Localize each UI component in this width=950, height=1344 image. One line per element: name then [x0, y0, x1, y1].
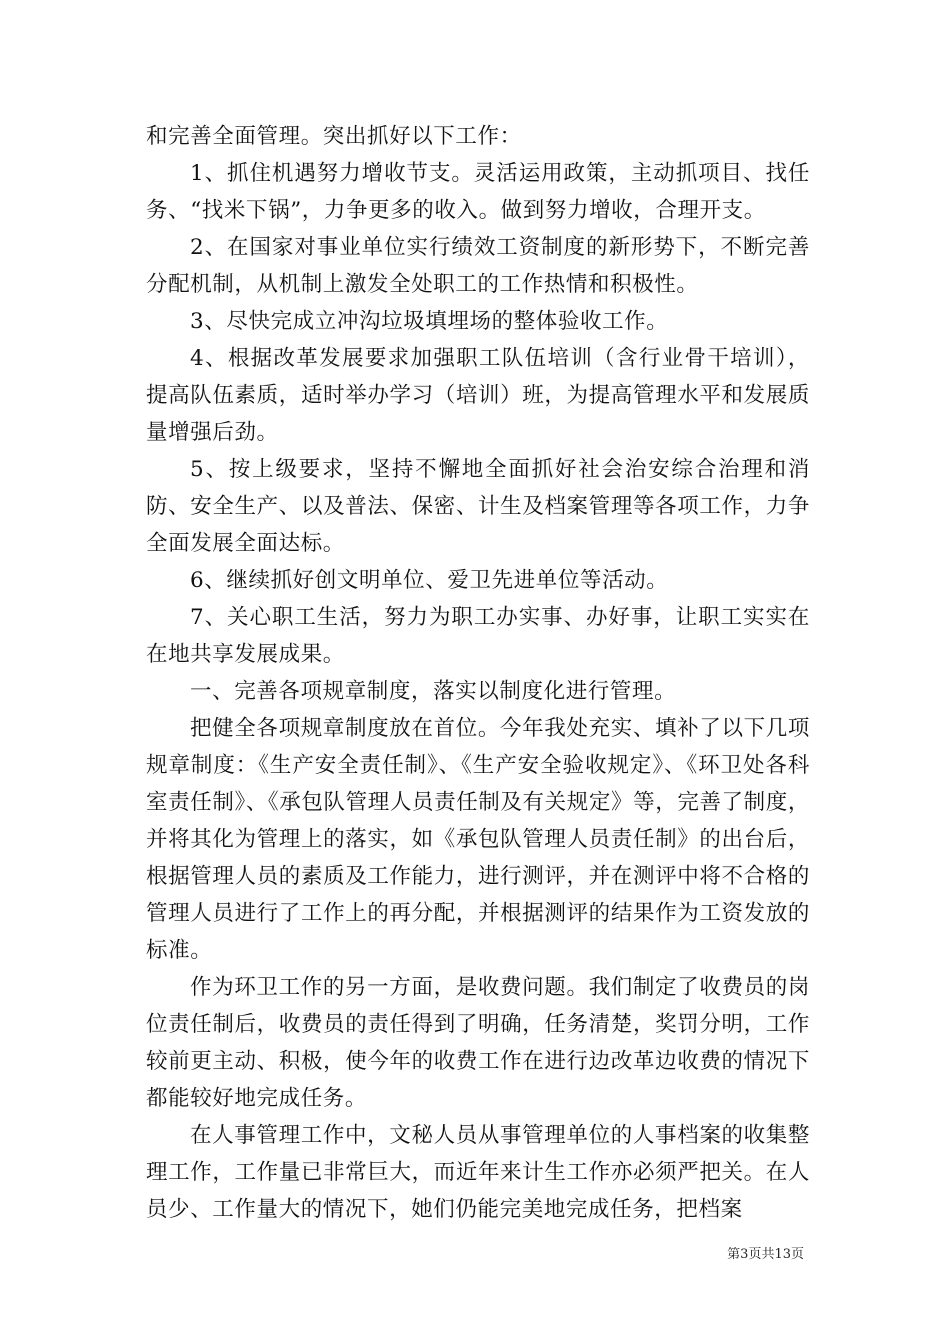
paragraph-personnel: 在人事管理工作中，文秘人员从事管理单位的人事档案的收集整理工作，工作量已非常巨大，而近年来计生工作亦必须严把关。在人员少、工作量大的情况下，她们仍能完美地完成任务，把档案: [146, 1123, 810, 1222]
paragraph-fees: 作为环卫工作的另一方面，是收费问题。我们制定了收费员的岗位责任制后，收费员的责任得到了明确，任务清楚，奖罚分明，工作较前更主动、积极，使今年的收费工作在进行边改革边收费的情况下都能较好地完成任务。: [146, 975, 810, 1111]
paragraph-continuation: 和完善全面管理。突出抓好以下工作：: [146, 124, 522, 149]
document-body: [146, 118, 810, 1228]
page-number: 第3页共13页: [727, 1247, 804, 1262]
paragraph-item-6: 6、继续抓好创文明单位、爱卫先进单位等活动。: [190, 568, 669, 593]
paragraph-item-3: 3、尽快完成立冲沟垃圾填埋场的整体验收工作。: [190, 309, 669, 334]
paragraph-item-5: 5、按上级要求，坚持不懈地全面抓好社会治安综合治理和消防、安全生产、以及普法、保密、计生及档案管理等各项工作，力争全面发展全面达标。: [146, 457, 810, 556]
paragraph-item-4: 4、根据改革发展要求加强职工队伍培训（含行业骨干培训），提高队伍素质，适时举办学习（培训）班，为提高管理水平和发展质量增强后劲。: [146, 346, 810, 445]
paragraph-item-2: 2、在国家对事业单位实行绩效工资制度的新形势下，不断完善分配机制，从机制上激发全处职工的工作热情和积极性。: [146, 235, 810, 297]
paragraph-item-1: 1、抓住机遇努力增收节支。灵活运用政策，主动抓项目、找任务、“找米下锅”，力争更多的收入。做到努力增收，合理开支。: [146, 161, 810, 223]
paragraph-item-7: 7、关心职工生活，努力为职工办实事、办好事，让职工实实在在地共享发展成果。: [146, 605, 810, 667]
section-heading: 一、完善各项规章制度，落实以制度化进行管理。: [190, 679, 677, 704]
paragraph-regulations: 把健全各项规章制度放在首位。今年我处充实、填补了以下几项规章制度：《生产安全责任制》、《生产安全验收规定》、《环卫处各科室责任制》、《承包队管理人员责任制及有关规定》等，完善了制度，并将其化为管理上的落实，如《承包队管理人员责任制》的出台后，根据管理人员的素质及工作能力，进行测评，并在测评中将不合格的管理人员进行了工作上的再分配，并根据测评的结果作为工资发放的标准。: [146, 716, 810, 963]
